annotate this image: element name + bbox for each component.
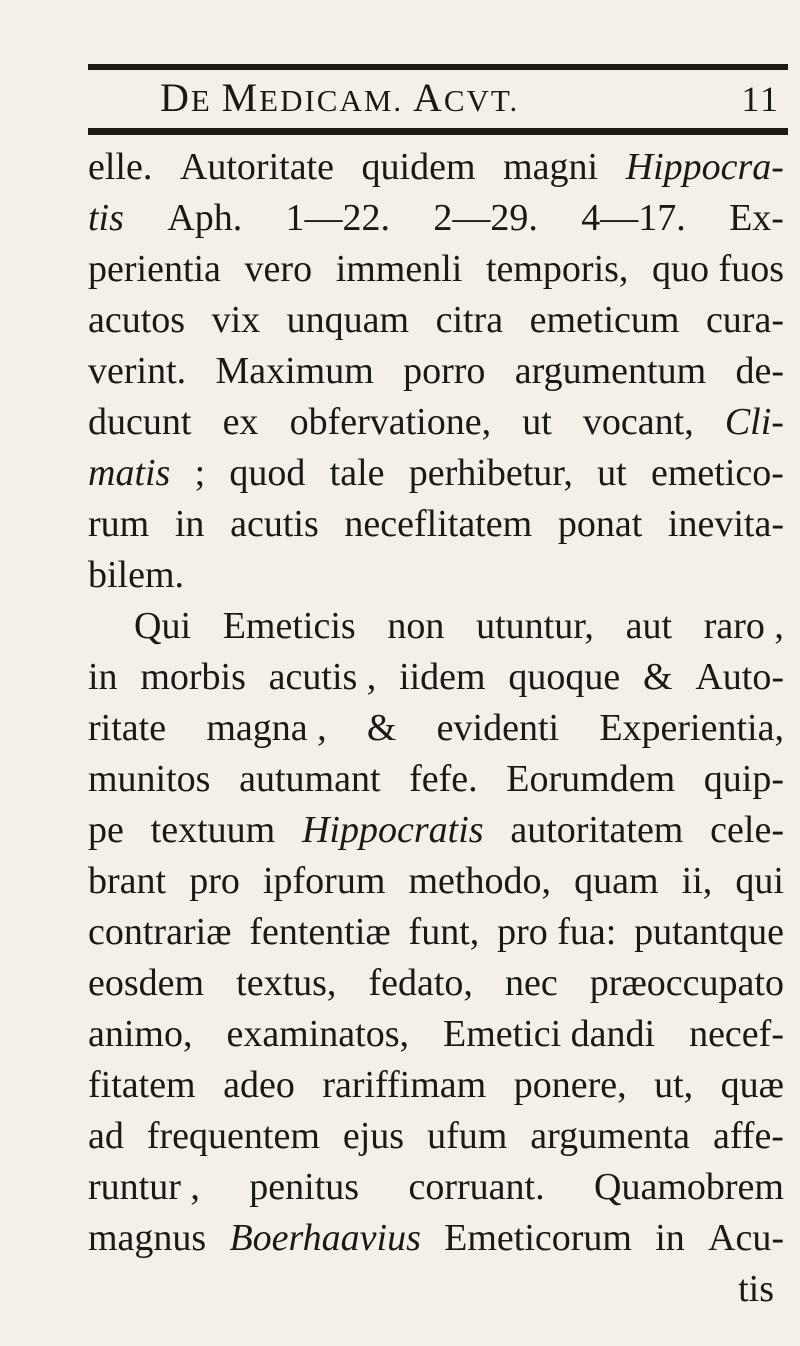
word: textus, xyxy=(236,962,337,1004)
word: acutos xyxy=(88,299,186,341)
word: & xyxy=(643,656,673,698)
text-line xyxy=(88,1213,784,1264)
word: de- xyxy=(735,350,784,392)
word: Acu- xyxy=(708,1217,784,1259)
word: pro xyxy=(189,860,240,902)
word: necef- xyxy=(689,1013,784,1055)
word: magnus xyxy=(88,1217,207,1259)
word: Emetici dandi xyxy=(442,1013,656,1055)
word: cura- xyxy=(705,299,784,341)
text-line xyxy=(88,1060,784,1111)
word: citra xyxy=(435,299,504,341)
running-header xyxy=(160,74,780,124)
word: Qui xyxy=(134,605,191,647)
text-line xyxy=(88,499,784,550)
word: ducunt xyxy=(88,401,192,443)
word: 4—17. xyxy=(581,197,686,239)
word: Emeticis xyxy=(222,605,356,647)
word: putantque xyxy=(634,911,784,953)
word: munitos xyxy=(88,758,211,800)
word: Maximum xyxy=(215,350,374,392)
word: corruant. xyxy=(408,1166,545,1208)
word: tis xyxy=(738,1268,774,1310)
running-head-title xyxy=(160,74,519,121)
title-part: D xyxy=(160,75,191,120)
word: ritate xyxy=(88,707,167,749)
word: 2—29. xyxy=(433,197,538,239)
word: Autoritate xyxy=(179,146,334,188)
word: in xyxy=(655,1217,685,1259)
text-line xyxy=(88,907,784,958)
word: Ex- xyxy=(729,197,784,239)
title-part: CVT. xyxy=(443,83,520,118)
word: acutis xyxy=(230,503,319,545)
word: emeticum xyxy=(529,299,680,341)
word: inevita- xyxy=(667,503,784,545)
word: Emeticorum xyxy=(444,1217,632,1259)
word: eosdem xyxy=(88,962,205,1004)
word: iidem xyxy=(399,656,486,698)
word: utuntur, xyxy=(476,605,594,647)
title-part: E xyxy=(190,83,222,118)
word: qui xyxy=(735,860,784,902)
text-line xyxy=(88,1264,784,1315)
word: & xyxy=(366,707,397,749)
word: fedato, xyxy=(368,962,473,1004)
word: nec xyxy=(505,962,558,1004)
word: neceflitatem xyxy=(344,503,533,545)
header-top-rule xyxy=(88,64,788,70)
word: pro fua: xyxy=(497,911,617,953)
word: autumant xyxy=(239,758,381,800)
word: examinatos, xyxy=(226,1013,410,1055)
text-line xyxy=(88,193,784,244)
word: raro , xyxy=(703,605,784,647)
word: fefe. xyxy=(409,758,478,800)
word: magna , xyxy=(206,707,327,749)
word: textuum xyxy=(150,809,276,851)
word: ; xyxy=(194,452,206,494)
word: vero xyxy=(244,248,313,290)
word: unquam xyxy=(286,299,410,341)
text-line xyxy=(88,1111,784,1162)
word: emetico- xyxy=(650,452,784,494)
text-line xyxy=(88,958,784,1009)
text-line xyxy=(88,295,784,346)
word: 1—22. xyxy=(285,197,391,239)
word: pe xyxy=(88,809,124,851)
text-line xyxy=(88,448,784,499)
word: methodo, xyxy=(408,860,551,902)
word: fententiæ xyxy=(249,911,391,953)
text-line xyxy=(88,244,784,295)
word: ut, xyxy=(654,1064,694,1106)
text-line xyxy=(88,142,784,193)
italic-word: Hippocratis xyxy=(301,809,484,851)
word: vocant, xyxy=(582,401,694,443)
word: perientia xyxy=(88,248,221,290)
text-line xyxy=(88,601,784,652)
word: Aph. xyxy=(167,197,243,239)
word: quod xyxy=(229,452,306,494)
word: animo, xyxy=(88,1013,193,1055)
word: frequentem xyxy=(146,1115,320,1157)
text-line xyxy=(88,346,784,397)
word: ponere, xyxy=(513,1064,627,1106)
word: quip- xyxy=(703,758,784,800)
word: quæ xyxy=(720,1064,784,1106)
word: penitus xyxy=(249,1166,360,1208)
word: rariffimam xyxy=(322,1064,487,1106)
word: verint. xyxy=(88,350,187,392)
word: magni xyxy=(503,146,599,188)
word: morbis xyxy=(140,656,246,698)
word: in xyxy=(174,503,205,545)
word: aut xyxy=(625,605,673,647)
word: non xyxy=(387,605,445,647)
title-part: AM. xyxy=(339,83,413,118)
text-line xyxy=(88,805,784,856)
word: porro xyxy=(403,350,486,392)
text-line xyxy=(88,703,784,754)
header-bottom-rule xyxy=(88,128,788,135)
word: quo fuos xyxy=(652,248,784,290)
text-line xyxy=(88,754,784,805)
word: brant xyxy=(88,860,167,902)
word: ut xyxy=(597,452,627,494)
word: vix xyxy=(211,299,261,341)
word: ut xyxy=(522,401,552,443)
body-text xyxy=(88,142,784,1315)
text-line xyxy=(88,1009,784,1060)
word: obfervatione, xyxy=(289,401,492,443)
italic-word: Boerhaavius xyxy=(229,1217,421,1259)
word: runtur , xyxy=(88,1166,200,1208)
italic-word: matis xyxy=(88,452,171,494)
word: ii, xyxy=(681,860,713,902)
word: argumentum xyxy=(514,350,707,392)
word: elle. xyxy=(88,146,153,188)
word: temporis, xyxy=(485,248,629,290)
word: Auto- xyxy=(695,656,784,698)
italic-word: tis xyxy=(88,197,124,239)
title-part: A xyxy=(412,75,444,120)
word: quoque xyxy=(508,656,621,698)
word: præoccupato xyxy=(589,962,784,1004)
title-part: EDIC xyxy=(259,83,340,118)
italic-word: Hippocra- xyxy=(625,146,784,188)
word: quam xyxy=(574,860,659,902)
word: quidem xyxy=(361,146,476,188)
text-line xyxy=(88,1162,784,1213)
word: ad xyxy=(88,1115,124,1157)
word: immenli xyxy=(335,248,463,290)
text-line xyxy=(88,652,784,703)
word: fitatem xyxy=(88,1064,196,1106)
word: ex xyxy=(222,401,259,443)
word: affe- xyxy=(712,1115,784,1157)
word: Eorumdem xyxy=(506,758,676,800)
word: bilem. xyxy=(88,554,185,596)
word: rum xyxy=(88,503,150,545)
word: in xyxy=(88,656,118,698)
word: adeo xyxy=(223,1064,295,1106)
word: ufum xyxy=(427,1115,508,1157)
word: perhibetur, xyxy=(408,452,573,494)
word: ejus xyxy=(342,1115,405,1157)
word: tale xyxy=(329,452,385,494)
word: Quamobrem xyxy=(594,1166,784,1208)
word: cele- xyxy=(710,809,784,851)
word: contrariæ xyxy=(88,911,232,953)
word: argumenta xyxy=(530,1115,690,1157)
word: autoritatem xyxy=(510,809,684,851)
italic-word: Cli- xyxy=(724,401,784,443)
text-line xyxy=(88,550,784,601)
page-number: 11 xyxy=(741,79,780,119)
text-line xyxy=(88,856,784,907)
text-line xyxy=(88,397,784,448)
word: ipforum xyxy=(262,860,386,902)
word: ponat xyxy=(557,503,643,545)
word: evidenti xyxy=(436,707,560,749)
word: Experientia, xyxy=(599,707,784,749)
title-part: M xyxy=(221,75,260,120)
word: funt, xyxy=(408,911,480,953)
word: acutis , xyxy=(268,656,377,698)
